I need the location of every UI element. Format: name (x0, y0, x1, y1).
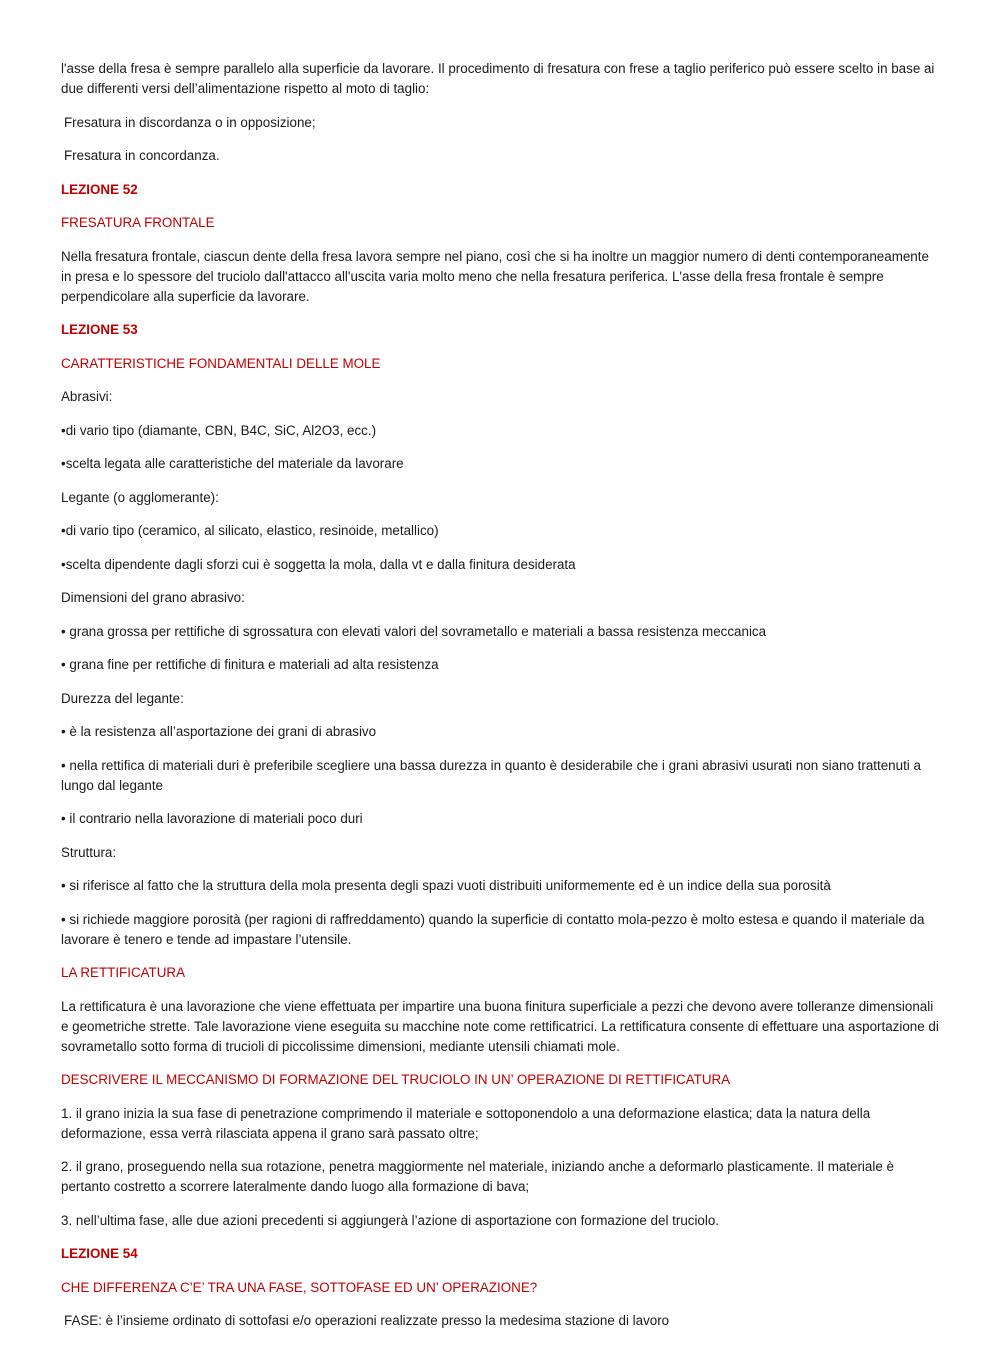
lesson-title: LEZIONE 54 (61, 1246, 138, 1261)
numbered-item: 1. il grano inizia la sua fase di penetrazione comprimendo il materiale e sottoponendolo a una deformazione elastica; data la natura della deformazione, essa verrà rilasciata appena il grano sarà passato oltre; (61, 1105, 871, 1141)
numbered-item: 2. il grano, proseguendo nella sua rotazione, penetra maggiormente nel materiale, iniziando anche a deformarlo plasticamente. Il materiale è pertanto costretto a scorrere lateralmente dando luogo alla formazione di bava; (61, 1159, 894, 1194)
bullet-item: •di vario tipo (ceramico, al silicato, elastico, resinoide, metallico) (61, 523, 439, 538)
section-heading: CHE DIFFERENZA C’E’ TRA UNA FASE, SOTTOFASE ED UN’ OPERAZIONE? (61, 1279, 538, 1295)
section-heading: DESCRIVERE IL MECCANISMO DI FORMAZIONE DEL TRUCIOLO IN UN’ OPERAZIONE DI RETTIFICATURA (61, 1072, 731, 1087)
section-heading: FRESATURA FRONTALE (61, 215, 215, 230)
paragraph: Legante (o agglomerante): (61, 489, 219, 505)
paragraph: Struttura: (61, 844, 117, 860)
paragraph: Durezza del legante: (61, 690, 184, 706)
section-heading: LA RETTIFICATURA (61, 965, 185, 980)
lesson-title: LEZIONE 53 (61, 322, 138, 337)
document-page (61, 59, 941, 1345)
paragraph: Nella fresatura frontale, ciascun dente della fresa lavora sempre nel piano, così che si ha inoltre un maggior numero di denti contemporaneamente in presa e lo spessore del truciolo dall'attacco all'uscita varia molto meno che nella fresatura periferica. L'asse della fresa frontale è sempre perpendicolare alla superficie da lavorare. (61, 248, 929, 304)
lesson-title: LEZIONE 52 (61, 181, 138, 197)
paragraph: l'asse della fresa è sempre parallelo alla superficie da lavorare. Il procedimento di fresatura con frese a taglio periferico può essere scelto in base ai due differenti versi dell’alimentazione rispetto al moto di taglio: (61, 61, 935, 96)
bullet-item: • si richiede maggiore porosità (per ragioni di raffreddamento) quando la superficie di contatto mola-pezzo è molto estesa e quando il materiale da lavorare è tenero e tende ad impastare l’utensile. (61, 911, 925, 947)
bullet-item: •scelta dipendente dagli sforzi cui è soggetta la mola, dalla vt e dalla finitura desiderata (61, 556, 576, 572)
list-item: FASE: è l’insieme ordinato di sottofasi e/o operazioni realizzate presso la medesima stazione di lavoro (64, 1313, 670, 1328)
bullet-item: •scelta legata alle caratteristiche del materiale da lavorare (61, 456, 404, 471)
bullet-item: • grana fine per rettifiche di finitura e materiali ad alta resistenza (61, 657, 439, 672)
bullet-item: • il contrario nella lavorazione di materiali poco duri (61, 811, 363, 826)
list-item: Fresatura in discordanza o in opposizione; (64, 114, 316, 130)
numbered-item: 3. nell’ultima fase, alle due azioni precedenti si aggiungerà l’azione di asportazione con formazione del truciolo. (61, 1212, 720, 1228)
bullet-item: • nella rettifica di materiali duri è preferibile scegliere una bassa durezza in quanto è desiderabile che i grani abrasivi usurati non siano trattenuti a lungo dal legante (61, 757, 921, 793)
section-heading: CARATTERISTICHE FONDAMENTALI DELLE MOLE (61, 355, 381, 371)
list-item: Fresatura in concordanza. (64, 148, 220, 163)
paragraph: Dimensioni del grano abrasivo: (61, 590, 245, 605)
paragraph: Abrasivi: (61, 389, 113, 404)
bullet-item: • si riferisce al fatto che la struttura della mola presenta degli spazi vuoti distribuiti uniformemente ed è un indice della sua porosità (61, 878, 831, 893)
bullet-item: • è la resistenza all’asportazione dei grani di abrasivo (61, 724, 377, 739)
bullet-item: •di vario tipo (diamante, CBN, B4C, SiC, Al2O3, ecc.) (61, 422, 377, 438)
bullet-item: • grana grossa per rettifiche di sgrossatura con elevati valori del sovrametallo e materiali a bassa resistenza meccanica (61, 623, 767, 639)
paragraph: La rettificatura è una lavorazione che viene effettuata per impartire una buona finitura superficiale a pezzi che devono avere tolleranze dimensionali e geometriche strette. Tale lavorazione viene eseguita su macchine note come rettificatrici. La rettificatura consente di effettuare una asportazione di sovrametallo sotto forma di trucioli di piccolissime dimensioni, mediante utensili chiamati mole. (61, 998, 939, 1054)
